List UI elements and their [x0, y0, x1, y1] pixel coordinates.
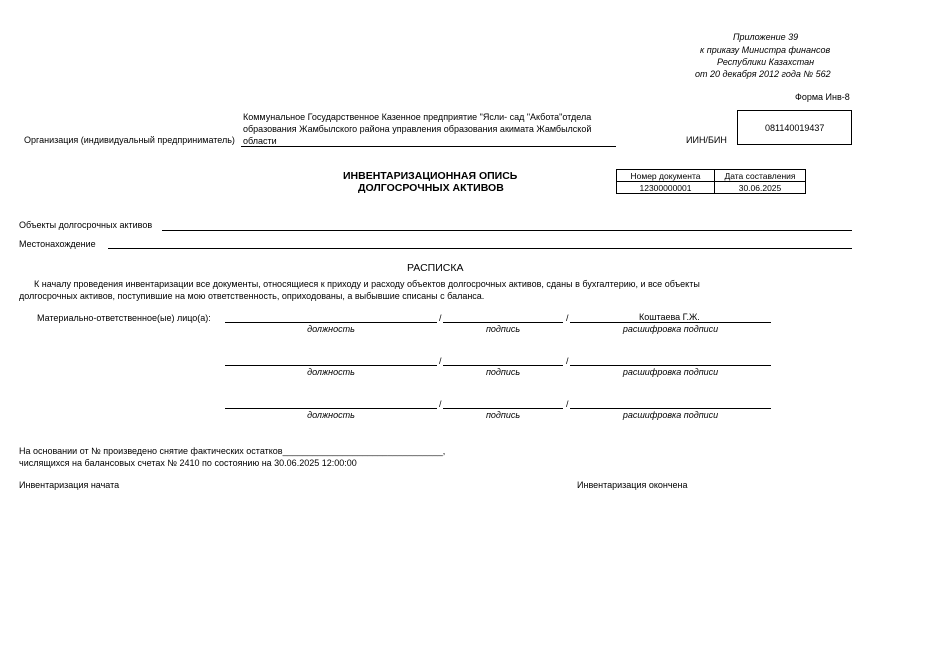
position-caption: должность: [307, 324, 355, 334]
signature-line-3: [443, 408, 563, 409]
separator-slash: /: [439, 356, 442, 366]
organization-name-line-1: Коммунальное Государственное Казенное предприятие "Ясли- сад "Акбота"отдела: [243, 112, 592, 122]
decode-line-2: [570, 365, 771, 366]
signature-line-2: [443, 365, 563, 366]
basis-line-1: На основании от № произведено снятие фактических остатков________________________________,: [19, 446, 446, 456]
position-line-2: [225, 365, 437, 366]
iin-box: [737, 110, 852, 145]
separator-slash: /: [566, 313, 569, 323]
location-underline: [108, 248, 852, 249]
responsible-person-name: Коштаева Г.Ж.: [639, 312, 700, 322]
receipt-text-line-1: К началу проведения инвентаризации все документы, относящиеся к приходу и расходу объектов долгосрочных активов, сданы в бухгалтерию, и все объекты: [34, 279, 700, 289]
receipt-title: РАСПИСКА: [407, 262, 464, 274]
doc-number-header: Номер документа: [617, 170, 715, 182]
decode-caption: расшифровка подписи: [622, 367, 719, 377]
doc-date-value: 30.06.2025: [715, 182, 806, 194]
separator-slash: /: [566, 399, 569, 409]
organization-name-line-2: образования Жамбылского района управления образования акимата Жамбылской: [243, 124, 592, 134]
decode-caption: расшифровка подписи: [622, 324, 719, 334]
signature-caption: подпись: [485, 367, 521, 377]
position-caption: должность: [307, 410, 355, 420]
position-caption: должность: [307, 367, 355, 377]
decode-line-1: [570, 322, 771, 323]
decode-caption: расшифровка подписи: [622, 410, 719, 420]
inventory-ended-label: Инвентаризация окончена: [577, 480, 688, 490]
organization-label: Организация (индивидуальный предприниматель): [24, 135, 235, 145]
position-line-3: [225, 408, 437, 409]
objects-label: Объекты долгосрочных активов: [19, 220, 153, 230]
location-label: Местонахождение: [19, 239, 96, 249]
organization-underline: [241, 146, 616, 147]
document-number-date-table: [616, 169, 806, 194]
responsible-persons-label: Материально-ответственное(ые) лицо(а):: [37, 313, 211, 323]
decode-line-3: [570, 408, 771, 409]
doc-number-value: 12300000001: [617, 182, 715, 194]
signature-line-1: [443, 322, 563, 323]
separator-slash: /: [439, 399, 442, 409]
separator-slash: /: [439, 313, 442, 323]
signature-caption: подпись: [485, 324, 521, 334]
basis-line-2: числящихся на балансовых счетах № 2410 по состоянию на 30.06.2025 12:00:00: [19, 458, 357, 468]
document-title-line-1: ИНВЕНТАРИЗАЦИОННАЯ ОПИСЬ: [343, 170, 518, 182]
signature-caption: подпись: [485, 410, 521, 420]
organization-name-line-3: области: [243, 136, 277, 146]
order-line: к приказу Министра финансов: [700, 45, 831, 55]
iin-label: ИИН/БИН: [686, 135, 727, 145]
order-date-line: от 20 декабря 2012 года № 562: [695, 69, 831, 79]
iin-value: 081140019437: [765, 123, 825, 133]
form-code: Форма Инв-8: [795, 92, 850, 102]
republic-line: Республики Казахстан: [717, 57, 815, 67]
receipt-text-line-2: долгосрочных активов, поступившие на мою ответственность, оприходованы, а выбывшие списаны с баланса.: [19, 291, 485, 301]
separator-slash: /: [566, 356, 569, 366]
inventory-started-label: Инвентаризация начата: [19, 480, 120, 490]
doc-date-header: Дата составления: [715, 170, 806, 182]
objects-underline: [162, 230, 852, 231]
position-line-1: [225, 322, 437, 323]
appendix-label: Приложение 39: [733, 32, 799, 42]
document-title-line-2: ДОЛГОСРОЧНЫХ АКТИВОВ: [358, 182, 504, 194]
